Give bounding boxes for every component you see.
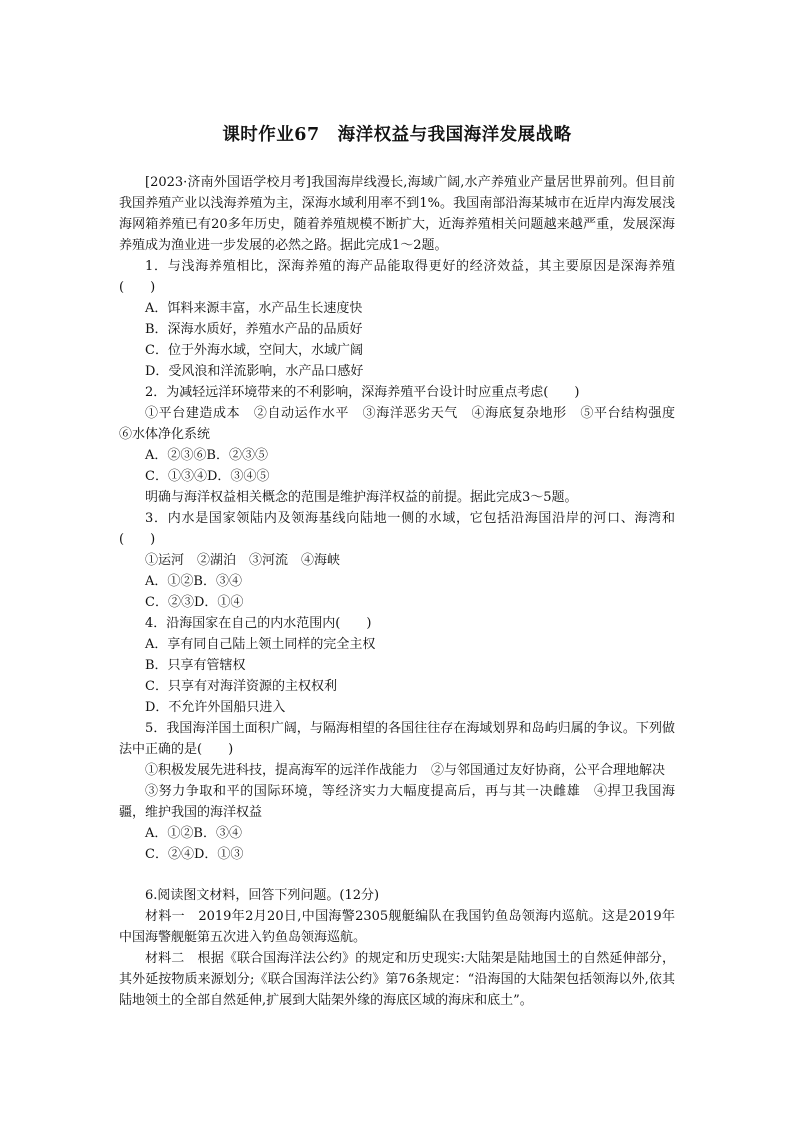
question-6-stem: 6.阅读图文材料，回答下列问题。(12分) (145, 888, 380, 903)
question-4-option-c: C．只享有对海洋资源的主权权利 (145, 679, 337, 694)
question-4-stem: 4．沿海国家在自己的内水范围内( ) (145, 616, 372, 631)
question-2-stem: 2．为减轻远洋环境带来的不利影响，深海养殖平台设计时应重点考虑( ) (145, 385, 580, 400)
intro-passage-2: 明确与海洋权益相关概念的范围是维护海洋权益的前提。据此完成3～5题。 (145, 490, 578, 505)
question-1-option-b: B．深海水质好，养殖水产品的品质好 (145, 322, 363, 337)
intro-passage-1: [2023·济南外国语学校月考]我国海岸线漫长,海域广阔,水产养殖业产量居世界前列。但目前我国养殖产业以浅海养殖为主，深海水域利用率不到1%。我国南部沿海某城市在近岸内海发展浅海网箱养殖已有20多年历史，随着养殖规模不断扩大，近海养殖相关问题越来越严重，发展深海养殖成为渔业进一步发展的必然之路。据此完成1～2题。 (119, 175, 675, 253)
question-3-items: ①运河 ②湖泊 ③河流 ④海峡 (145, 553, 341, 568)
question-1-option-d: D．受风浪和洋流影响，水产品口感好 (145, 364, 364, 379)
question-4-option-a: A．享有同自己陆上领土同样的完全主权 (145, 637, 376, 652)
question-4-option-b: B．只享有管辖权 (145, 658, 246, 673)
section-gap (119, 865, 675, 885)
question-5-options-ab: A．①②B．③④ (145, 826, 242, 841)
question-6-material-1: 材料一 2019年2月20日,中国海警2305舰艇编队在我国钓鱼岛领海内巡航。这是2019年中国海警舰艇第五次进入钓鱼岛领海巡航。 (119, 909, 675, 945)
question-2-options-cd: C．①③④D．③④⑤ (145, 469, 270, 484)
question-1-option-a: A．饵料来源丰富，水产品生长速度快 (145, 301, 363, 316)
question-3-options-cd: C．②③D．①④ (145, 595, 244, 610)
question-5-item-2: ③努力争取和平的国际环境，等经济实力大幅度提高后，再与其一决雌雄 ④捍卫我国海疆，维护我国的海洋权益 (119, 784, 675, 820)
question-5-item-1: ①积极发展先进科技，提高海军的远洋作战能力 ②与邻国通过友好协商，公平合理地解决 (145, 763, 666, 778)
worksheet-body (119, 172, 689, 1011)
question-3-options-ab: A．①②B．③④ (145, 574, 242, 589)
question-2-items: ①平台建造成本 ②自动运作水平 ③海洋恶劣天气 ④海底复杂地形 ⑤平台结构强度 ⑥水体净化系统 (119, 406, 689, 442)
question-5-stem: 5．我国海洋国土面积广阔，与隔海相望的各国往往存在海域划界和岛屿归属的争议。下列做法中正确的是( ) (119, 721, 675, 757)
page-title: 课时作业67 海洋权益与我国海洋发展战略 (222, 125, 572, 145)
question-6-material-2: 材料二 根据《联合国海洋法公约》的规定和历史现实:大陆架是陆地国土的自然延伸部分，其外延按物质来源划分;《联合国海洋法公约》第76条规定：“沿海国的大陆架包括领海以外,依其陆地领土的全部自然延伸,扩展到大陆架外缘的海底区域的海床和底土”。 (119, 951, 675, 1008)
question-1-option-c: C．位于外海水域，空间大，水域广阔 (145, 343, 363, 358)
question-5-options-cd: C．②④D．①③ (145, 847, 244, 862)
question-3-stem: 3．内水是国家领陆内及领海基线向陆地一侧的水域，它包括沿海国沿岸的河口、海湾和( ) (119, 511, 675, 547)
question-4-option-d: D．不允许外国船只进入 (145, 700, 286, 715)
question-1-stem: 1．与浅海养殖相比，深海养殖的海产品能取得更好的经济效益，其主要原因是深海养殖( ) (119, 259, 675, 295)
question-2-options-ab: A．②③⑥B．②③⑤ (145, 448, 268, 463)
